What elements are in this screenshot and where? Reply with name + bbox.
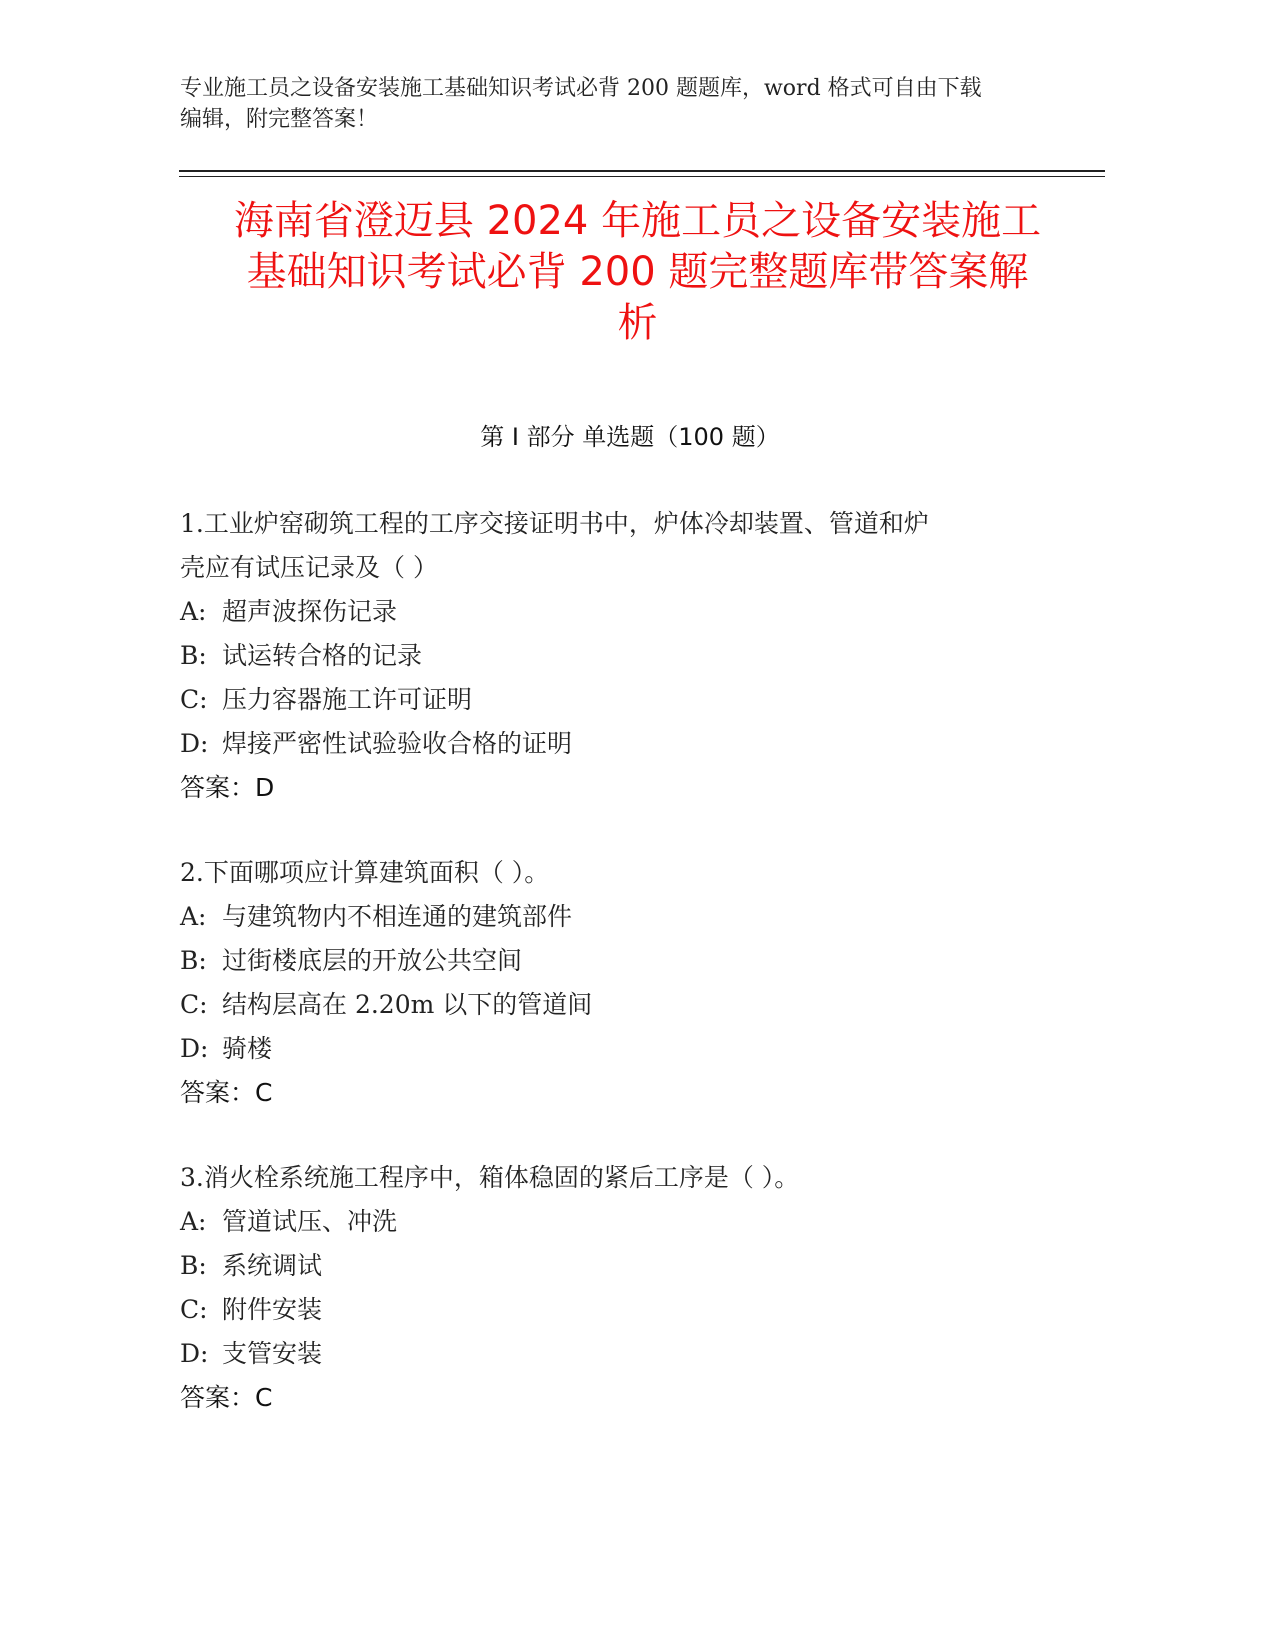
option-text: 超声波探伤记录 bbox=[222, 597, 398, 626]
option-a bbox=[180, 895, 1060, 939]
header-note bbox=[180, 73, 1080, 135]
option-c bbox=[180, 983, 1060, 1027]
header-note-line-2: 编辑，附完整答案！ bbox=[180, 107, 379, 132]
document-title-line-3: 析 bbox=[617, 300, 658, 346]
option-text: 支管安装 bbox=[222, 1339, 323, 1368]
document-title-line-1: 海南省澄迈县 2024 年施工员之设备安装施工 bbox=[233, 198, 1042, 244]
option-letter: C: bbox=[180, 1295, 208, 1324]
option-text: 系统调试 bbox=[222, 1251, 323, 1280]
option-text: 与建筑物内不相连通的建筑部件 bbox=[222, 902, 573, 931]
option-b bbox=[180, 1244, 1060, 1288]
option-letter: A: bbox=[180, 902, 207, 931]
option-c bbox=[180, 1288, 1060, 1332]
option-letter: B: bbox=[180, 641, 207, 670]
option-letter: A: bbox=[180, 597, 207, 626]
option-letter: A: bbox=[180, 1207, 207, 1236]
option-text: 附件安装 bbox=[222, 1295, 323, 1324]
option-b bbox=[180, 939, 1060, 983]
option-text: 试运转合格的记录 bbox=[222, 641, 423, 670]
option-c bbox=[180, 678, 1060, 722]
option-letter: B: bbox=[180, 946, 207, 975]
answer-line: 答案：D bbox=[180, 773, 275, 802]
option-a bbox=[180, 590, 1060, 634]
option-letter: D: bbox=[180, 1339, 209, 1368]
header-divider-thin bbox=[179, 176, 1105, 177]
question-stem-line: 3.消火栓系统施工程序中，箱体稳固的紧后工序是（ ）。 bbox=[180, 1163, 800, 1192]
section-heading: 第 I 部分 单选题（100 题） bbox=[480, 423, 780, 451]
option-d bbox=[180, 722, 1060, 766]
answer-line: 答案：C bbox=[180, 1078, 273, 1107]
option-letter: B: bbox=[180, 1251, 207, 1280]
option-text: 骑楼 bbox=[222, 1034, 273, 1063]
option-letter: C: bbox=[180, 685, 208, 714]
question-stem-line: 1.工业炉窑砌筑工程的工序交接证明书中，炉体冷却装置、管道和炉 bbox=[180, 509, 929, 538]
question-stem bbox=[180, 851, 1060, 895]
option-b bbox=[180, 634, 1060, 678]
option-text: 结构层高在 2.20m 以下的管道间 bbox=[222, 990, 593, 1019]
option-text: 压力容器施工许可证明 bbox=[222, 685, 473, 714]
question-2 bbox=[180, 851, 1060, 1115]
document-title bbox=[150, 196, 1125, 349]
question-stem bbox=[180, 1156, 1060, 1200]
option-text: 过街楼底层的开放公共空间 bbox=[222, 946, 523, 975]
option-letter: C: bbox=[180, 990, 208, 1019]
option-a bbox=[180, 1200, 1060, 1244]
header-divider-thick bbox=[179, 170, 1105, 172]
question-stem bbox=[180, 502, 1060, 590]
question-stem-line: 壳应有试压记录及（ ） bbox=[180, 553, 438, 582]
option-text: 焊接严密性试验验收合格的证明 bbox=[222, 729, 573, 758]
option-letter: D: bbox=[180, 1034, 209, 1063]
header-note-line-1: 专业施工员之设备安装施工基础知识考试必背 200 题题库，word 格式可自由下载 bbox=[180, 76, 982, 101]
option-d bbox=[180, 1027, 1060, 1071]
option-d bbox=[180, 1332, 1060, 1376]
document-title-line-2: 基础知识考试必背 200 题完整题库带答案解 bbox=[246, 249, 1029, 295]
question-stem-line: 2.下面哪项应计算建筑面积（ ）。 bbox=[180, 858, 550, 887]
option-text: 管道试压、冲洗 bbox=[222, 1207, 398, 1236]
question-3 bbox=[180, 1156, 1060, 1420]
question-1 bbox=[180, 502, 1060, 810]
answer-line: 答案：C bbox=[180, 1383, 273, 1412]
option-letter: D: bbox=[180, 729, 209, 758]
